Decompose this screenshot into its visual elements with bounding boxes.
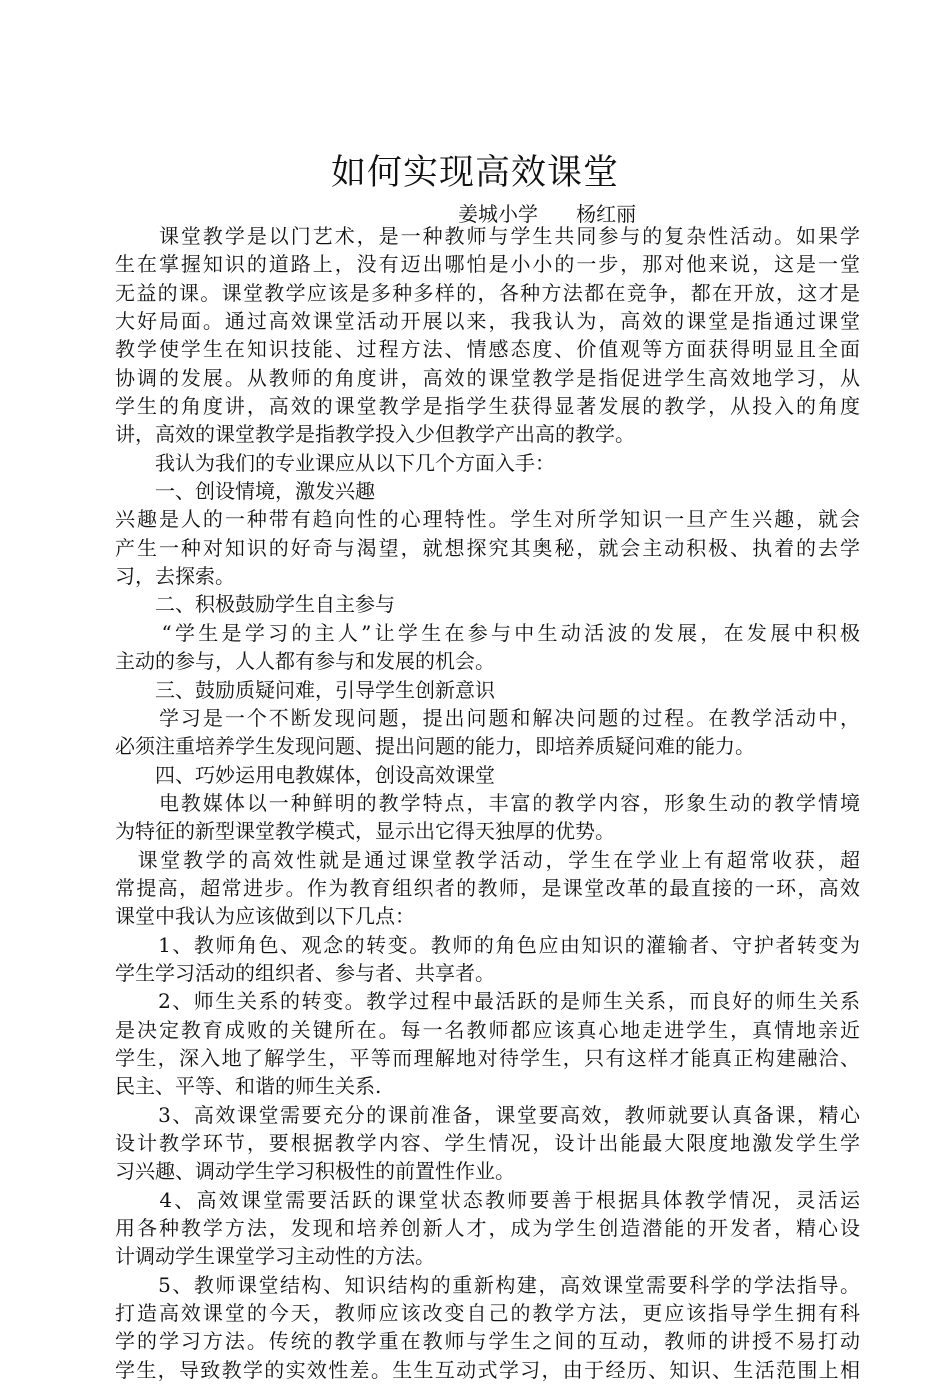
- document-title: 如何实现高效课堂: [330, 153, 619, 193]
- body-line: 四、巧妙运用电教媒体，创设高效课堂: [115, 762, 495, 787]
- body-line: 课堂教学是以门艺术，是一种教师与学生共同参与的复杂性活动。如果学: [115, 224, 860, 248]
- body-line: 二、积极鼓励学生自主参与: [115, 592, 395, 617]
- body-line: 设计教学环节，要根据教学内容、学生情况，设计出能最大限度地激发学生学: [115, 1131, 860, 1155]
- body-line: 学的学习方法。传统的教学重在教师与学生之间的互动，教师的讲授不易打动: [115, 1329, 860, 1354]
- body-line: 学生学习活动的组织者、参与者、共享者。: [115, 960, 495, 985]
- body-line: 是决定教育成败的关键所在。每一名教师都应该真心地走进学生，真情地亲近: [115, 1017, 860, 1042]
- body-line: 三、鼓励质疑问难，引导学生创新意识: [115, 677, 495, 702]
- body-line: 大好局面。通过高效课堂活动开展以来，我我认为，高效的课堂是指通过课堂: [115, 309, 860, 334]
- body-line: 学生，深入地了解学生，平等而理解地对待学生，只有这样才能真正构建融洽、: [115, 1045, 860, 1070]
- body-line: 5、教师课堂结构、知识结构的重新构建，高效课堂需要科学的学法指导。: [115, 1272, 860, 1297]
- body-line: 常提高，超常进步。作为教育组织者的教师，是课堂改革的最直接的一环，高效: [115, 875, 860, 900]
- body-line: 协调的发展。从教师的角度讲，高效的课堂教学是指促进学生高效地学习，从: [115, 365, 860, 390]
- body-line: 习，去探索。: [115, 564, 235, 589]
- body-line: 学生的角度讲，高效的课堂教学是指学生获得显著发展的教学，从投入的角度: [115, 394, 860, 419]
- body-line: 2、师生关系的转变。教学过程中最活跃的是师生关系，而良好的师生关系: [115, 989, 860, 1014]
- body-line: 习兴趣、调动学生学习积极性的前置性作业。: [115, 1159, 515, 1184]
- body-line: “学生是学习的主人”让学生在参与中生动活波的发展，在发展中积极: [115, 620, 860, 645]
- body-line: 打造高效课堂的今天，教师应该改变自己的教学方法，更应该指导学生拥有科: [115, 1301, 860, 1326]
- body-line: 学生，导致教学的实效性差。生生互动式学习，由于经历、知识、生活范围上相: [115, 1357, 860, 1382]
- body-line: 3、高效课堂需要充分的课前准备，课堂要高效，教师就要认真备课，精心: [115, 1102, 860, 1127]
- body-line: 课堂教学的高效性就是通过课堂教学活动，学生在学业上有超常收获，超: [115, 847, 860, 872]
- body-line: 产生一种对知识的好奇与渴望，就想探究其奥秘，就会主动积极、执着的去学: [115, 535, 860, 560]
- author-byline: 姜城小学 杨红丽: [458, 202, 637, 226]
- body-line: 为特征的新型课堂教学模式，显示出它得天独厚的优势。: [115, 819, 615, 844]
- body-line: 计调动学生课堂学习主动性的方法。: [115, 1244, 435, 1269]
- body-line: 1、教师角色、观念的转变。教师的角色应由知识的灌输者、守护者转变为: [115, 932, 860, 957]
- body-line: 课堂中我认为应该做到以下几点：: [115, 904, 415, 929]
- body-line: 学习是一个不断发现问题，提出问题和解决问题的过程。在教学活动中，: [115, 705, 860, 730]
- body-line: 生在掌握知识的道路上，没有迈出哪怕是小小的一步，那对他来说，这是一堂: [115, 252, 860, 277]
- body-line: 教学使学生在知识技能、过程方法、情感态度、价值观等方面获得明显且全面: [115, 337, 860, 362]
- body-line: 电教媒体以一种鲜明的教学特点，丰富的教学内容，形象生动的教学情境: [115, 790, 860, 815]
- body-line: 我认为我们的专业课应从以下几个方面入手：: [115, 450, 555, 475]
- body-line: 4、高效课堂需要活跃的课堂状态教师要善于根据具体教学情况，灵活运: [115, 1187, 860, 1212]
- body-line: 兴趣是人的一种带有趋向性的心理特性。学生对所学知识一旦产生兴趣，就会: [115, 507, 860, 532]
- body-line: 必须注重培养学生发现问题、提出问题的能力，即培养质疑问难的能力。: [115, 734, 755, 759]
- body-line: 一、创设情境，激发兴趣: [115, 479, 375, 504]
- body-line: 主动的参与，人人都有参与和发展的机会。: [115, 649, 495, 674]
- body-line: 用各种教学方法，发现和培养创新人才，成为学生创造潜能的开发者，精心设: [115, 1216, 860, 1241]
- document-body: [115, 222, 860, 1384]
- body-line: 无益的课。课堂教学应该是多种多样的，各种方法都在竞争，都在开放，这才是: [115, 280, 860, 305]
- body-line: 讲，高效的课堂教学是指教学投入少但教学产出高的教学。: [115, 422, 635, 447]
- body-line: 民主、平等、和谐的师生关系.: [115, 1074, 382, 1099]
